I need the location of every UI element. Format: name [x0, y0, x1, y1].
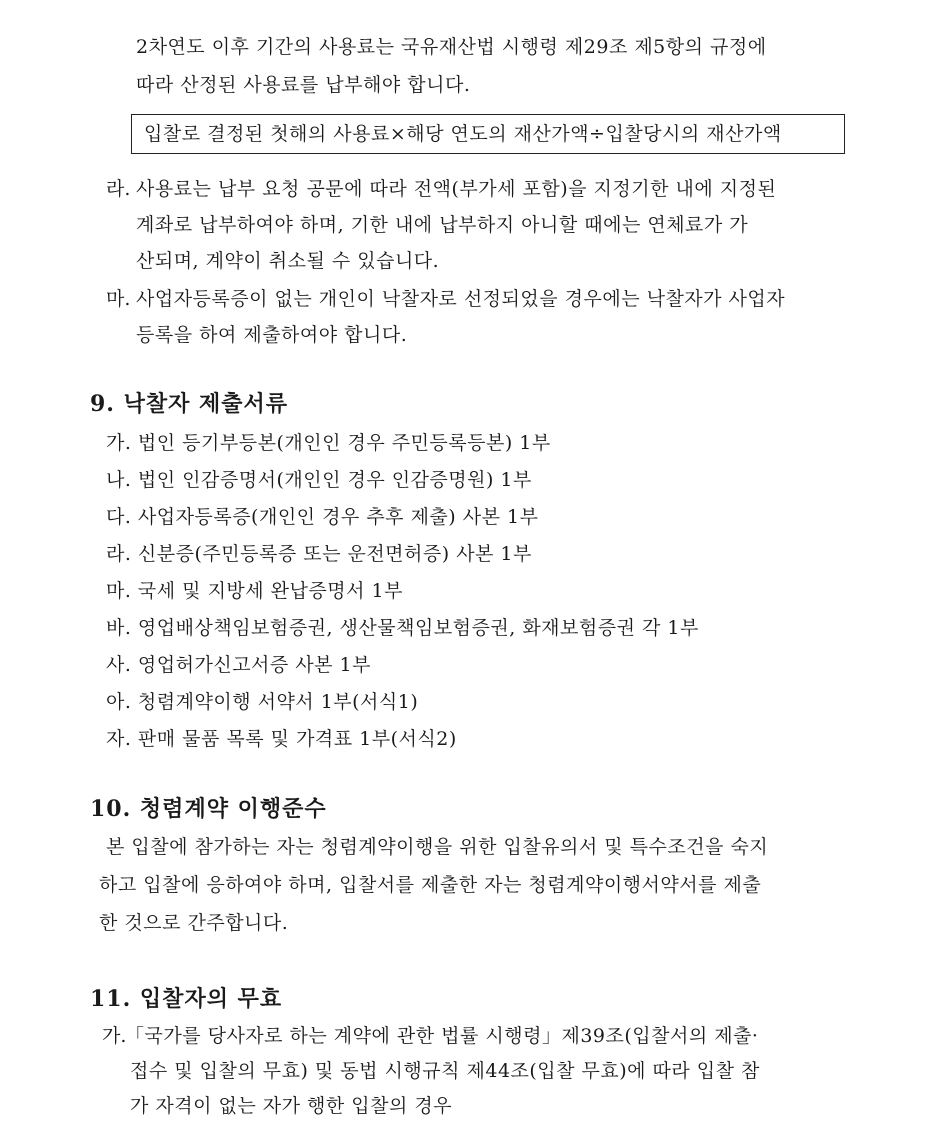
section-heading: 10. 청렴계약 이행준수	[90, 796, 327, 822]
list-item: 나. 법인 인감증명서(개인인 경우 인감증명원) 1부	[106, 469, 532, 491]
list-item-line: 산되며, 계약이 취소될 수 있습니다.	[136, 250, 440, 272]
section-heading: 11. 입찰자의 무효	[90, 986, 283, 1012]
list-marker: 가.	[102, 1025, 127, 1047]
list-item-line: 계좌로 납부하여야 하며, 기한 내에 납부하지 아니할 때에는 연체료가 가	[136, 214, 749, 236]
list-item: 라. 신분증(주민등록증 또는 운전면허증) 사본 1부	[106, 543, 532, 565]
list-item: 사. 영업허가신고서증 사본 1부	[106, 654, 371, 676]
list-item: 마. 국세 및 지방세 완납증명서 1부	[106, 580, 403, 602]
list-marker: 라.	[106, 178, 131, 200]
list-item: 다. 사업자등록증(개인인 경우 추후 제출) 사본 1부	[106, 506, 539, 528]
list-item-line: 접수 및 입찰의 무효) 및 동법 시행규칙 제44조(입찰 무효)에 따라 입찰 참	[130, 1060, 760, 1082]
list-item-line: 가 자격이 없는 자가 행한 입찰의 경우	[130, 1095, 453, 1117]
list-item-line: 「국가를 당사자로 하는 계약에 관한 법률 시행령」제39조(입찰서의 제출·	[125, 1025, 759, 1047]
list-marker: 마.	[106, 288, 131, 310]
list-item: 아. 청렴계약이행 서약서 1부(서식1)	[106, 691, 419, 713]
paragraph-line: 2차연도 이후 기간의 사용료는 국유재산법 시행령 제29조 제5항의 규정에	[136, 36, 767, 58]
formula-box	[131, 114, 845, 154]
paragraph-line: 따라 산정된 사용료를 납부해야 합니다.	[136, 74, 471, 96]
section-heading: 9. 낙찰자 제출서류	[90, 391, 289, 417]
paragraph-line: 본 입찰에 참가하는 자는 청렴계약이행을 위한 입찰유의서 및 특수조건을 숙지	[106, 836, 769, 858]
paragraph-line: 하고 입찰에 응하여야 하며, 입찰서를 제출한 자는 청렴계약이행서약서를 제출	[99, 874, 762, 896]
list-item-line: 사용료는 납부 요청 공문에 따라 전액(부가세 포함)을 지정기한 내에 지정된	[136, 178, 777, 200]
paragraph-line: 한 것으로 간주합니다.	[99, 912, 289, 934]
formula-text: 입찰로 결정된 첫해의 사용료×해당 연도의 재산가액÷입찰당시의 재산가액	[144, 123, 782, 145]
list-item: 바. 영업배상책임보험증권, 생산물책임보험증권, 화재보험증권 각 1부	[106, 617, 699, 639]
list-item-line: 등록을 하여 제출하여야 합니다.	[136, 324, 408, 346]
list-item: 자. 판매 물품 목록 및 가격표 1부(서식2)	[106, 728, 457, 750]
list-item-line: 사업자등록증이 없는 개인이 낙찰자로 선정되었을 경우에는 낙찰자가 사업자	[136, 288, 786, 310]
list-item: 가. 법인 등기부등본(개인인 경우 주민등록등본) 1부	[106, 432, 551, 454]
